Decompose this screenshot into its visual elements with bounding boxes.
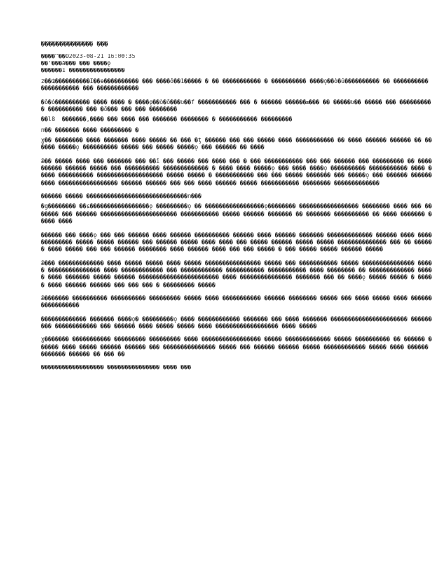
body-paragraph: z��ʥ����������I��ɵ���������� ��� ����ō��1����� � �� ����������� � ���������� ����ǫ��ò�ū���������� �� ���������� ����������� ��� ������������ xyxy=(41,79,432,93)
document-meta xyxy=(41,54,438,75)
closing-paragraph: ǣ��� ������������� ���� ����� ����� ���� ����� ���������������� ����� ��� ����������� ����� ��������������� ����� ��������������� ���� ������������ ��� ������������ ����������� ����������� ���� �������� �� ������������� ����� ���� ������� ����� ������ ����������������������� ���� ��������������� ������� ��� �� ����ǫ ����� ����� � ����� ���� ������ ������ ��� ��� ��� � ��������� ����� xyxy=(41,260,432,289)
document-title: �������������� ��� xyxy=(41,41,109,48)
body-paragraph: ɣ�� �������� ���� ������� ���� ����� �� ��� �ƫ ������ ��� ��� ����� ���� ����������� �� ���� ������ ������ �� ������ �����ǫ ���������� ����� ��� ����� �����ǫ ��� ������ �� ���� xyxy=(41,138,432,152)
body-paragraph: �ô�ó���������� ���� ���� � ����ǫ��ò�ō���ʋ��f ����������� ��� � ������ ������ᏼ��� �� �����ʋ�� ����� ��� ���������� ���������� ��� �ō��� ��� ��� �������� xyxy=(41,99,432,114)
closing-paragraph: ������ ��� ����ǫ ��� ��� ������ ���� ������ ���������� ������ ���� ������ ������� ������������� ������ ���� ���� ��������� ����� ����� ������ ��� ������ ����� ���� ���� ��� ����� ������ ����� ����� �������������� ��� �� ������ ���� ����� ��� ��� ������ �������� ���� ������ ���� ��� ��� ����� � ��� ����� ����� ������ ����� xyxy=(41,232,436,254)
closing-heading: ������ ����� �����������������������������n��� xyxy=(41,194,202,201)
body-paragraph: n�� ������� ���� ��������� � xyxy=(41,127,139,134)
meta-category-line: ������1 ���������������� xyxy=(41,68,125,74)
closing-paragraph: ǣ������� ���������� ���������� ��������� ����� ���� ����������� ������ �������� ����� ��� ���� ����� ���� ����������������� xyxy=(41,295,432,310)
meta-timestamp-line: ����^��Ȯ2023-08-21 16:00:35 xyxy=(41,54,136,60)
closing-paragraph: ɣ������� ����������� ��������� ��������� ���� ����������������� ����� ������������� ����� ���������� �� ������ ������ ���� ����� ������ ������ ��� ��������������� ����� ��� ������ ������ ����� ������������ ����� ���� ������ ������� ������ �� ��� �� xyxy=(41,337,432,358)
body-paragraph: ��l8 �������,���� ��� ���� ��� ������� �������� � ����������� ��������� xyxy=(41,117,296,124)
document-footer: ������������������ ��������������� ���� ��� xyxy=(41,365,192,372)
body-paragraph: ǣ�� ����� ���� ��� ������� ��� ��ī ��� ����� ��� ���� ��� � ��� ����������� ��� ��� ������ ��� ��������� �� ���������� ������ ����� ��� ���������� ������������� � ���� ���� �����ǫ ��� ���� ����ǫ ���������� ����������� ���� ����� ���������� ������������������� ����� ����� � ����������� ��� ��� ����� ������� ��� �����ǫ ��� ������ ���������� ����������������� ������ ������ ��� ��� ���� ������ ����� ����������� �������� ������������� xyxy=(41,158,432,187)
closing-paragraph: ������������� ������� ����ǫ� ���������ǫ ���� ������������ ������� ��� ���� ������� ���������������������� ��������� ������������ ��� ������ ���� ����� ����� ���� ������������������ ���� ����� xyxy=(41,316,432,330)
meta-source-line: ��'���ǻ��� ��� ����ǫ xyxy=(41,61,111,67)
closing-paragraph: �g�������� ��ɕ�����������������ǫ ���������ǫ �� �����������������ǫ�������� ����������������� �������� ���� ��� ������� ��� ������ ���������������������� ����������� ����� ������ ������� �� ������� ���������� �� ���� ������� ����� ���� xyxy=(41,204,432,226)
